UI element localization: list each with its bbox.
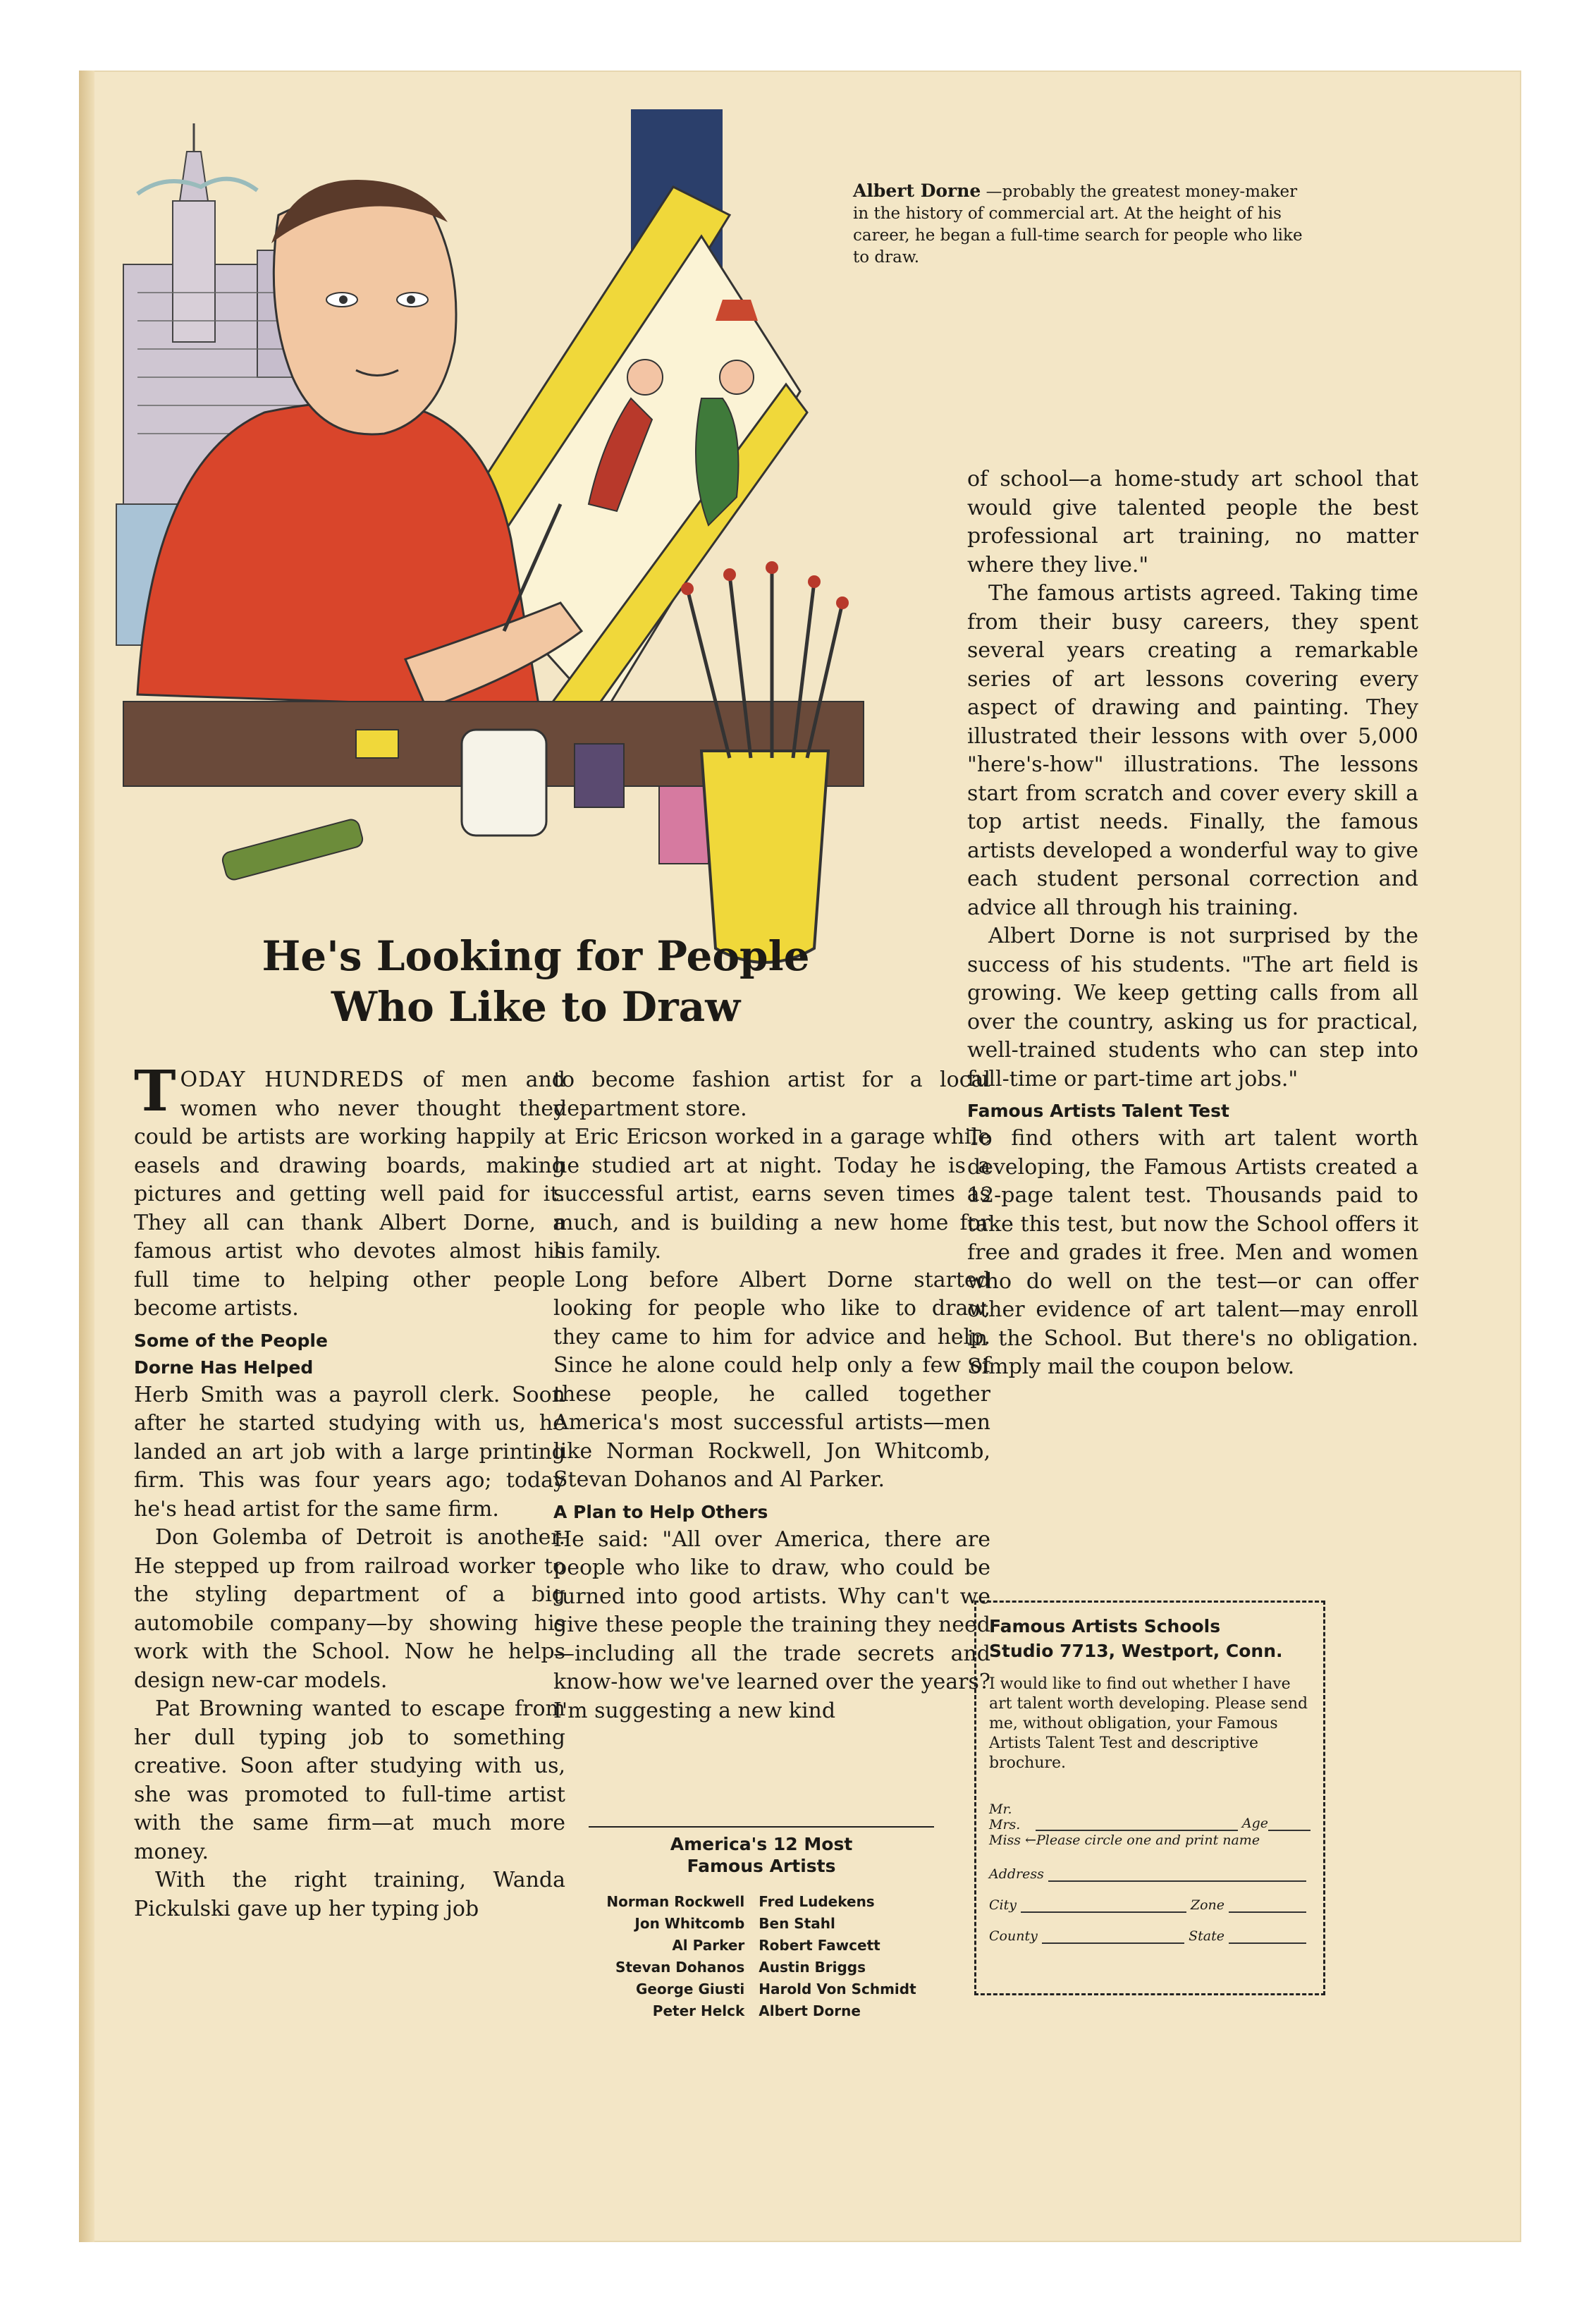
city-zone-field[interactable] <box>989 1897 1310 1913</box>
artist-name-right: Fred Ludekens <box>759 1893 875 1910</box>
paragraph-wanda: With the right training, Wanda Pickulski gave up her typing job <box>134 1868 565 1921</box>
paragraph-school: of school—a home-study art school that would give talented people the best professional art training, no matter where they live." <box>967 467 1418 577</box>
artist-row <box>599 1913 923 1935</box>
artist-row <box>599 1935 923 1957</box>
artist-name-right: Harold Von Schmidt <box>759 1981 916 1997</box>
artist-row <box>599 1978 923 2000</box>
artist-row <box>599 1891 923 1913</box>
famous-artists-box <box>546 1826 976 2022</box>
illustration-caption <box>853 180 1304 269</box>
headline-line-1: He's Looking for People <box>262 932 810 980</box>
artist-name-left: Norman Rockwell <box>606 1893 745 1910</box>
paragraph-herb-smith: Herb Smith was a payroll clerk. Soon after he started studying with us, he landed an art job with a large printing firm. This was four years ago; today he's head artist for the same firm. <box>134 1382 565 1522</box>
salutation-field[interactable] <box>989 1801 1310 1851</box>
paragraph-don-golemba: Don Golemba of Detroit is another. He stepped up from railroad worker to the styling department of a big automobile company—by showing his work with the School. Now he helps design new-car models. <box>134 1525 565 1693</box>
mrs-label: Mrs. <box>989 1817 1021 1832</box>
paragraph-he-said: He said: "All over America, there are people who like to draw, who could be turned into good artists. Why can't we give these people the training they need—including all the trade secrets and know-how we've learned over the years? I'm suggesting a new kind <box>553 1526 990 1723</box>
miss-label: Miss <box>989 1832 1021 1848</box>
paragraph-long-before: Long before Albert Dorne started looking for people who like to draw, they came to him for advice and help. Since he alone could help only a few of these people, he called together America's most successful artists—men like Norman Rockwell, Jon Whitcomb, Stevan Dohanos and Al Parker. <box>553 1267 990 1492</box>
headline-line-2: Who Like to Draw <box>331 983 741 1031</box>
artist-name-left: Jon Whitcomb <box>634 1915 745 1932</box>
coupon-title-1: Famous Artists Schools <box>989 1616 1221 1636</box>
address-field[interactable] <box>989 1866 1310 1882</box>
paragraph-not-surprised: Albert Dorne is not surprised by the success of his students. "The art field is growing. We keep getting calls from all over the country, asking us for practical, well-trained students who can step into full-time or part-time art jobs." <box>967 924 1418 1091</box>
mail-coupon[interactable] <box>974 1601 1325 1995</box>
artist-name-right: Ben Stahl <box>759 1915 835 1932</box>
page-spine <box>79 71 94 2242</box>
artist-name-right: Robert Fawcett <box>759 1937 880 1954</box>
paragraph-talent-test: To find others with art talent worth developing, the Famous Artists created a 12-page talent test. Thousands paid to take this test, but now the School offers it free and grades it free. Men and women who do well on the test—or can offer other evidence of art talent—may enroll in the School. But there's no obligation. Simply mail the coupon below. <box>967 1126 1418 1379</box>
subhead-plan: A Plan to Help Others <box>553 1501 768 1522</box>
artist-row <box>599 1957 923 1978</box>
paragraph-fashion: to become fashion artist for a local department store. <box>553 1067 990 1121</box>
artist-name-left: George Giusti <box>636 1981 745 1997</box>
famous-artists-list <box>599 1891 923 2022</box>
artist-name-left: Stevan Dohanos <box>615 1959 745 1976</box>
coupon-body: I would like to find out whether I have art talent worth developing. Please send me, without obligation, your Famous Artists Talent Test and descriptive brochure. <box>989 1675 1308 1772</box>
artist-row <box>599 2000 923 2022</box>
caption-name: Albert Dorne <box>853 180 981 201</box>
subhead-talent-test: Famous Artists Talent Test <box>967 1101 1229 1121</box>
text-column-2 <box>553 1066 990 1725</box>
county-state-field[interactable] <box>989 1928 1310 1944</box>
address-label: Address <box>989 1866 1044 1882</box>
county-label: County <box>989 1928 1038 1944</box>
artist-name-right: Albert Dorne <box>759 2002 861 2019</box>
famous-title-1: America's 12 Most <box>670 1834 853 1854</box>
zone-label: Zone <box>1190 1897 1224 1913</box>
caption-text: —probably the greatest money-maker in the history of commercial art. At the height of his career, he began a full-time search for people who like to draw. <box>853 183 1303 267</box>
artist-name-left: Al Parker <box>672 1937 745 1954</box>
intro-paragraph <box>134 1058 565 1323</box>
artist-name-left: Peter Helck <box>652 2002 745 2019</box>
subhead-people-helped-1: Some of the People <box>134 1330 328 1351</box>
lead-small-caps: ODAY HUNDREDS <box>180 1067 405 1092</box>
headline <box>162 931 909 1032</box>
city-label: City <box>989 1897 1017 1913</box>
age-label: Age <box>1241 1816 1268 1831</box>
paragraph-eric-ericson: Eric Ericson worked in a garage while he studied art at night. Today he is a successful artist, earns seven times as much, and is building a new home for his family. <box>553 1125 990 1263</box>
mr-label: Mr. <box>989 1801 1012 1817</box>
artist-name-right: Austin Briggs <box>759 1959 866 1976</box>
arrow-icon: ← <box>1025 1832 1037 1848</box>
paragraph-pat-browning: Pat Browning wanted to escape from her dull typing job to something creative. Soon after studying with us, she was promoted to full-time artist with the same firm—at much more money. <box>134 1696 565 1864</box>
famous-title-2: Famous Artists <box>687 1856 836 1876</box>
text-column-1 <box>134 1058 565 1923</box>
paragraph-artists-agreed: The famous artists agreed. Taking time from their busy careers, they spent several years creating a remarkable series of art lessons covering every aspect of drawing and painting. They illustrated their lessons with over 5,000 "here's-how" illustrations. The lessons start from scratch and cover every skill a top artist needs. Finally, the famous artists developed a wonderful way to give each student personal correction and advice all through his training. <box>967 581 1418 920</box>
intro-text: of men and women who never thought they could be artists are working happily at easels and drawing boards, making pictures and getting well paid for it. They all can thank Albert Dorne, a famous artist who devotes almost his full time to helping other people become artists. <box>134 1067 565 1321</box>
subhead-people-helped-2: Dorne Has Helped <box>134 1357 314 1378</box>
albert-dorne-illustration <box>95 109 906 998</box>
coupon-title-2: Studio 7713, Westport, Conn. <box>989 1641 1283 1661</box>
text-column-3 <box>967 465 1418 1382</box>
famous-rule <box>589 1826 934 1828</box>
circle-note: Please circle one and print name <box>1036 1832 1260 1848</box>
state-label: State <box>1189 1928 1224 1944</box>
drop-cap: T <box>134 1058 176 1124</box>
